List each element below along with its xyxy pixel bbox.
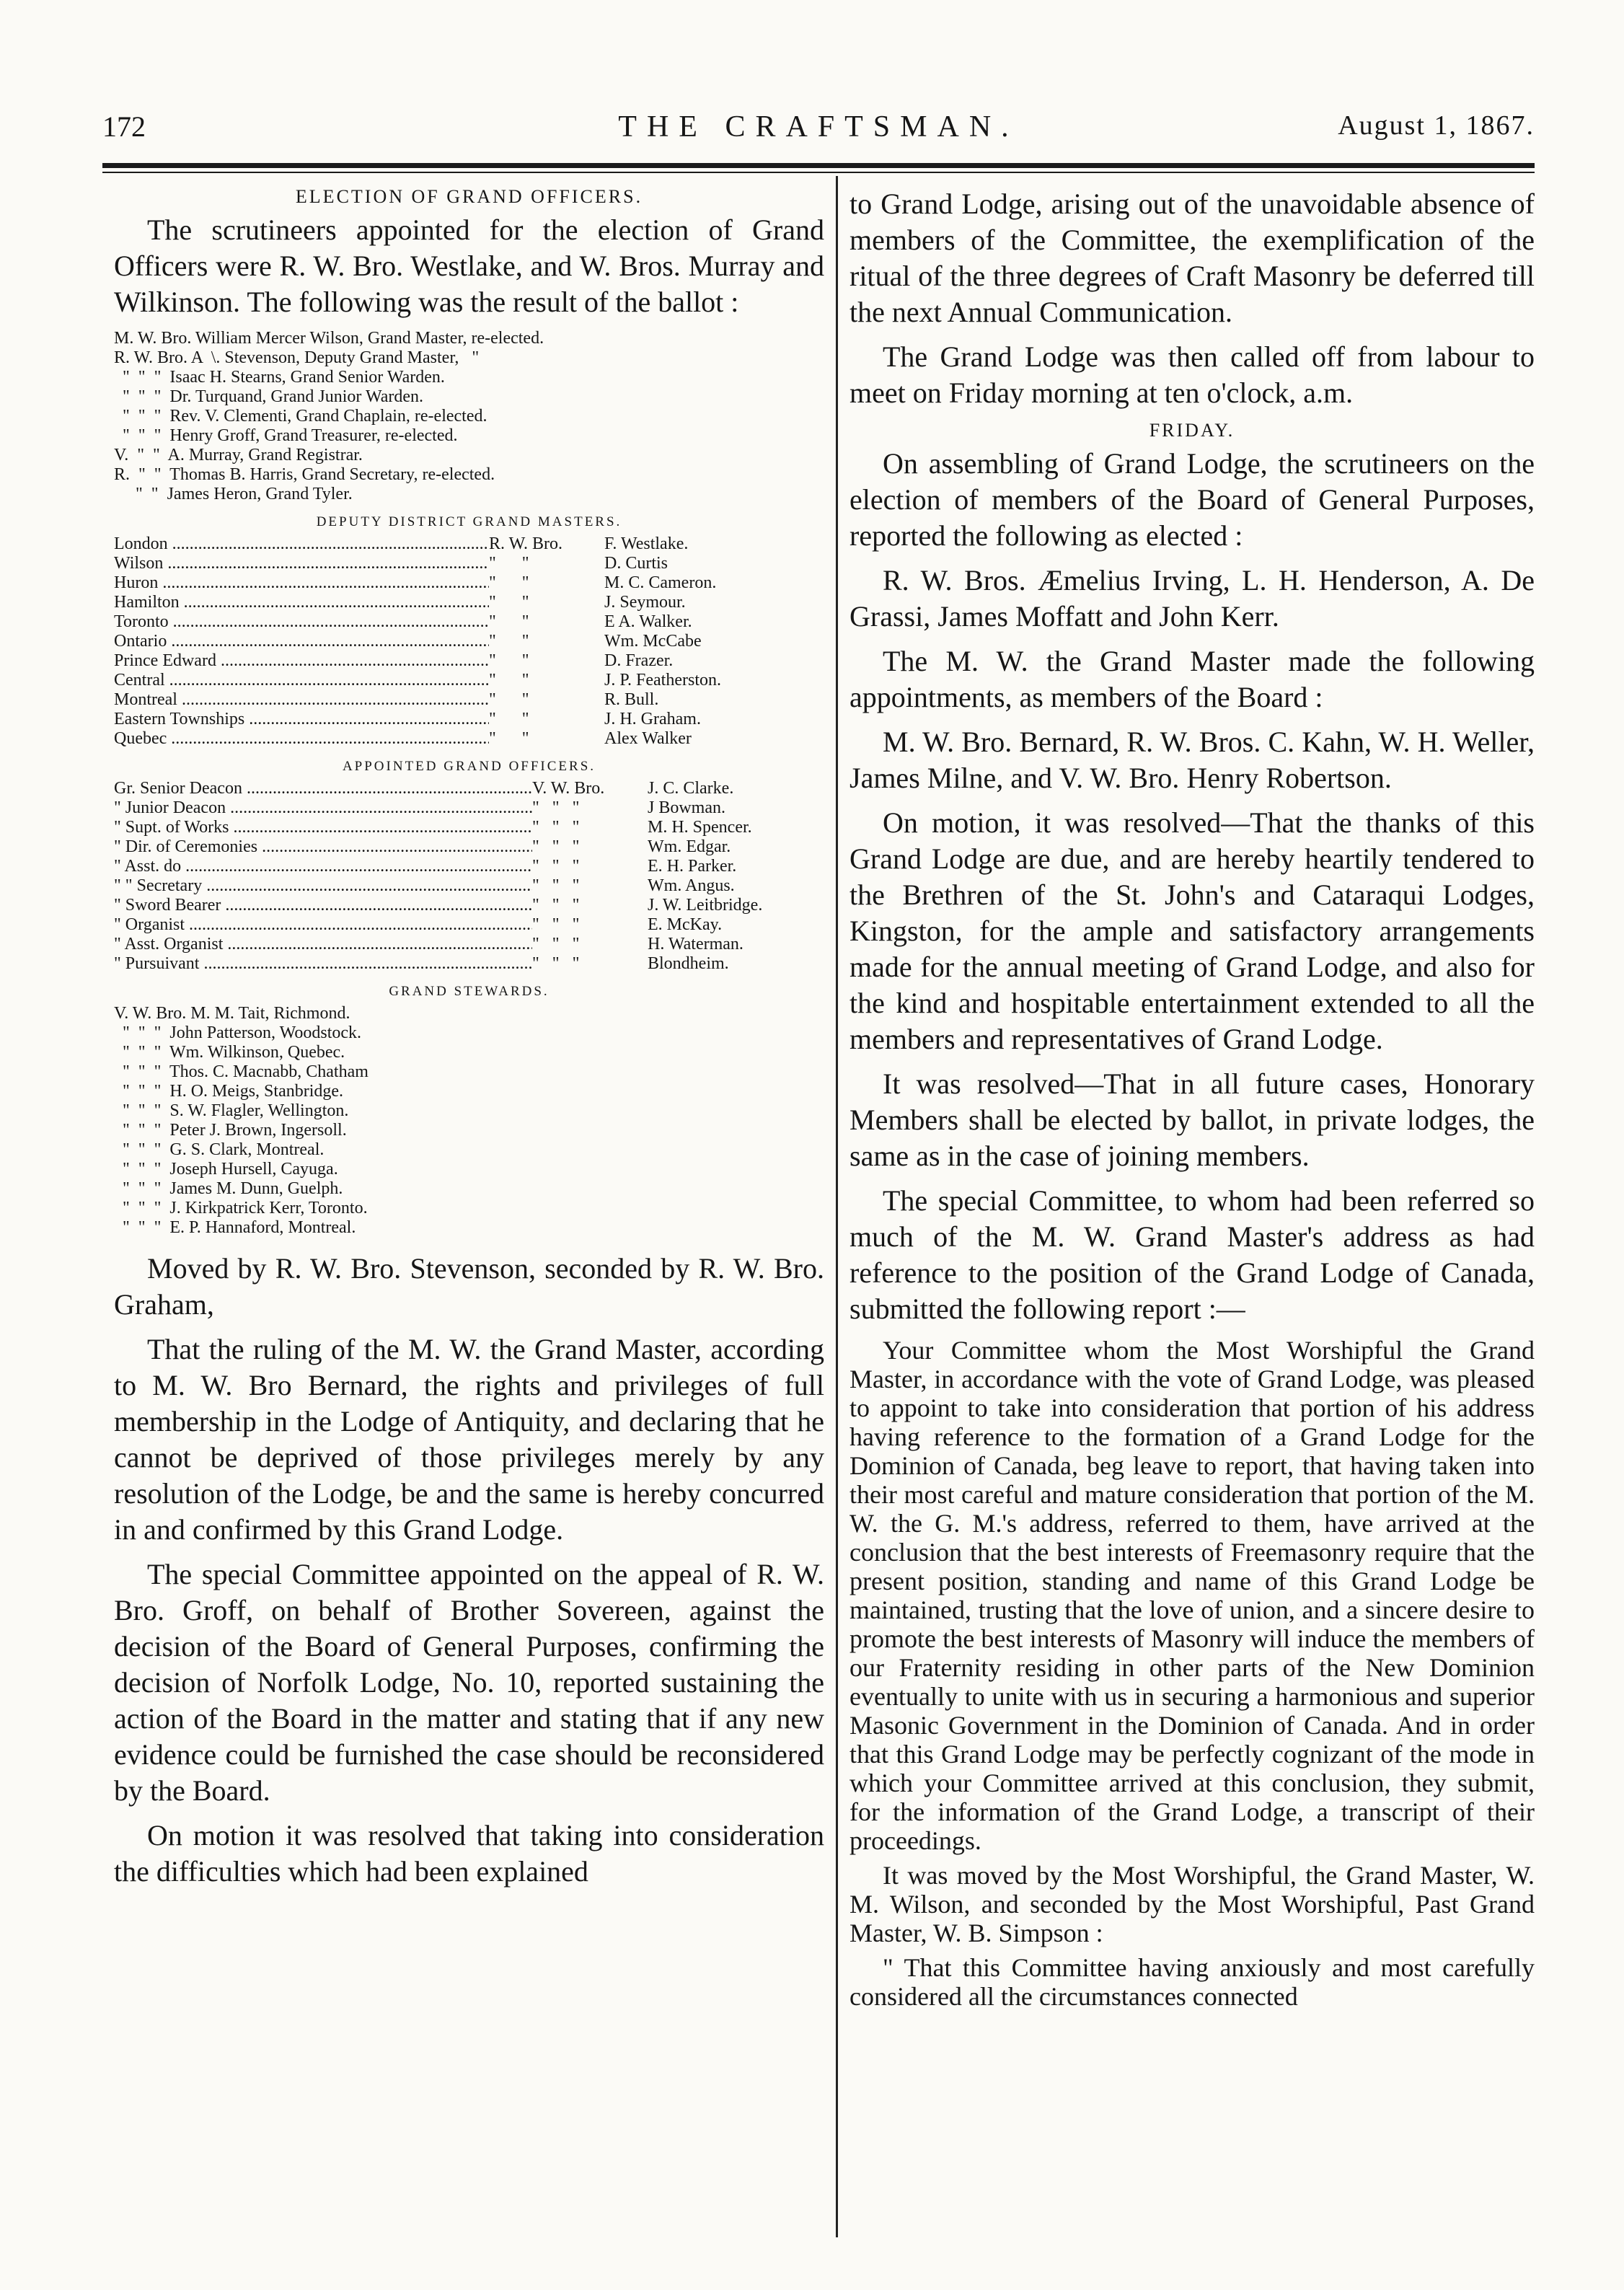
list-item: M. W. Bro. William Mercer Wilson, Grand Master, re-elected. xyxy=(114,329,544,348)
publication-title: THE CRAFTSMAN. xyxy=(618,110,1019,144)
list-item: " " " S. W. Flagler, Wellington. xyxy=(114,1101,349,1120)
body-paragraph: The special Committee, to whom had been referred so much of the M. W. Grand Master's address as had reference to the position of the Grand Lodge of Canada, submitted the following report :— xyxy=(849,1184,1535,1325)
list-item: " " " Joseph Hursell, Cayuga. xyxy=(114,1160,338,1179)
ddgm-heading: DEPUTY DISTRICT GRAND MASTERS. xyxy=(316,514,622,529)
list-item: " " " J. Kirkpatrick Kerr, Toronto. xyxy=(114,1199,368,1217)
committee-report: Your Committee whom the Most Worshipful the Grand Master, in accordance with the vote of Grand Lodge, was pleased to appoint to take into consideration that portion of his address having reference to the formation of a Grand Lodge for the Dominion of Canada, beg leave to report, that having taken into their most careful and mature consideration that portion of the M. W. the G. M.'s address, referred to them, have arrived at the conclusion that the best interests of Freemasonry require that the present position, standing and name of this Grand Lodge be maintained, trusting that the love of union, and a sincere desire to promote the best interests of Masonry will induce the members of our Fraternity residing in other parts of the New Dominion eventually to unite with us in securing a harmonious and superior Masonic Government in the Dominion of Canada. And in order that this Grand Lodge may be perfectly cognizant of the mode in which your Committee arrived at this conclusion, they submit, for the information of the Grand Lodge, a transcript of their proceedings. xyxy=(849,1336,1535,1855)
list-item: Huron ..... " " M. C. Cameron. xyxy=(114,573,824,593)
appointed-list xyxy=(114,779,824,974)
stewards-list xyxy=(114,1004,824,1238)
list-item: " " " E. P. Hannaford, Montreal. xyxy=(114,1218,356,1237)
list-item: " Junior Deacon ..... " " " J Bowman. xyxy=(114,798,824,818)
list-item: " " " John Patterson, Woodstock. xyxy=(114,1023,362,1042)
list-item: " " " G. S. Clark, Montreal. xyxy=(114,1140,325,1159)
list-item: " " Secretary ..... " " " Wm. Angus. xyxy=(114,876,824,896)
body-paragraph: " That this Committee having anxiously and most carefully considered all the circumstances connected xyxy=(849,1953,1535,2011)
list-item: London ..... R. W. Bro. F. Westlake. xyxy=(114,534,824,554)
list-item: " " " Peter J. Brown, Ingersoll. xyxy=(114,1121,347,1140)
appointed-heading: APPOINTED GRAND OFFICERS. xyxy=(342,759,596,774)
list-item: " " " Wm. Wilkinson, Quebec. xyxy=(114,1043,345,1062)
list-item: Montreal ..... " " R. Bull. xyxy=(114,690,824,710)
body-paragraph: On motion it was resolved that taking into consideration the difficulties which had been explained xyxy=(114,1819,824,1888)
list-item: Ontario ..... " " Wm. McCabe xyxy=(114,632,824,651)
list-item: R. W. Bro. A \. Stevenson, Deputy Grand Master, " xyxy=(114,348,480,367)
issue-date: August 1, 1867. xyxy=(1338,110,1535,141)
list-item: R. " " Thomas B. Harris, Grand Secretary, re-elected. xyxy=(114,465,495,484)
list-item: Prince Edward ..... " " D. Frazer. xyxy=(114,651,824,671)
page-number: 172 xyxy=(102,110,146,143)
list-item: Wilson ..... " " D. Curtis xyxy=(114,554,824,573)
list-item: " Pursuivant ..... " " " Blondheim. xyxy=(114,954,824,974)
list-item: " Asst. Organist ..... " " " H. Waterman. xyxy=(114,935,824,954)
list-item: Central ..... " " J. P. Featherston. xyxy=(114,671,824,690)
body-paragraph: The Grand Lodge was then called off from labour to meet on Friday morning at ten o'clock, a.m. xyxy=(849,340,1535,409)
list-item: " " " Rev. V. Clementi, Grand Chaplain, re-elected. xyxy=(114,407,487,426)
list-item: " Organist ..... " " " E. McKay. xyxy=(114,915,824,935)
left-column xyxy=(114,186,824,1898)
body-paragraph: to Grand Lodge, arising out of the unavoidable absence of members of the Committee, the exemplification of the ritual of the three degrees of Craft Masonry be deferred till the next Annual Communication. xyxy=(849,188,1535,328)
friday-heading: FRIDAY. xyxy=(1149,420,1235,441)
right-column xyxy=(849,186,1535,2017)
list-item: " Dir. of Ceremonies ..... " " " Wm. Edgar. xyxy=(114,837,824,857)
grand-officers-list xyxy=(114,329,824,504)
header-rule-thick xyxy=(102,163,1535,168)
list-item: Hamilton ..... " " J. Seymour. xyxy=(114,593,824,612)
list-item: V. W. Bro. M. M. Tait, Richmond. xyxy=(114,1004,350,1023)
list-item: " " " Henry Groff, Grand Treasurer, re-elected. xyxy=(114,426,458,445)
election-heading: ELECTION OF GRAND OFFICERS. xyxy=(295,186,643,207)
list-item: " " " Dr. Turquand, Grand Junior Warden. xyxy=(114,387,423,406)
list-item: " Sword Bearer ..... " " " J. W. Leitbridge. xyxy=(114,896,824,915)
list-item: " Asst. do ..... " " " E. H. Parker. xyxy=(114,857,824,876)
body-paragraph: The M. W. the Grand Master made the following appointments, as members of the Board : xyxy=(849,645,1535,713)
ddgm-list xyxy=(114,534,824,749)
header-rule-thin xyxy=(102,172,1535,173)
body-paragraph: On motion, it was resolved—That the thanks of this Grand Lodge are due, and are hereby heartily tendered to the Brethren of the St. John's and Cataraqui Lodges, Kingston, for the ample and satisfactory arrangements made for the annual meeting of Grand Lodge, and also for the kind and hospitable entertainment extended to all the members and representatives of Grand Lodge. xyxy=(849,806,1535,1055)
body-paragraph: Moved by R. W. Bro. Stevenson, seconded by R. W. Bro. Graham, xyxy=(114,1252,824,1321)
body-paragraph: On assembling of Grand Lodge, the scrutineers on the election of members of the Board of General Purposes, reported the following as elected : xyxy=(849,447,1535,552)
election-intro: The scrutineers appointed for the election of Grand Officers were R. W. Bro. Westlake, and W. Bros. Murray and Wilkinson. The following was the result of the ballot : xyxy=(114,213,824,318)
list-item: Gr. Senior Deacon ..... V. W. Bro. J. C. Clarke. xyxy=(114,779,824,798)
list-item: " " " Isaac H. Stearns, Grand Senior Warden. xyxy=(114,368,445,387)
stewards-heading: GRAND STEWARDS. xyxy=(389,984,550,999)
column-separator xyxy=(836,176,838,2237)
page-header xyxy=(102,110,1535,153)
body-paragraph: M. W. Bro. Bernard, R. W. Bros. C. Kahn, W. H. Weller, James Milne, and V. W. Bro. Henry Robertson. xyxy=(849,726,1535,794)
body-paragraph: The special Committee appointed on the appeal of R. W. Bro. Groff, on behalf of Brother Sovereen, against the decision of the Board of General Purposes, confirming the decision of Norfolk Lodge, No. 10, reported sustaining the action of the Board in the matter and stating that if any new evidence could be furnished the case should be reconsidered by the Board. xyxy=(114,1558,824,1807)
body-paragraph: It was resolved—That in all future cases, Honorary Members shall be elected by ballot, in private lodges, the same as in the case of joining members. xyxy=(849,1067,1535,1172)
body-paragraph: R. W. Bros. Æmelius Irving, L. H. Henderson, A. De Grassi, James Moffatt and John Kerr. xyxy=(849,564,1535,633)
list-item: Quebec ..... " " Alex Walker xyxy=(114,729,824,749)
list-item: " " James Heron, Grand Tyler. xyxy=(114,485,353,503)
body-paragraph: It was moved by the Most Worshipful, the Grand Master, W. M. Wilson, and seconded by the Most Worshipful, Past Grand Master, W. B. Simpson : xyxy=(849,1861,1535,1947)
list-item: Eastern Townships ..... " " J. H. Graham. xyxy=(114,710,824,729)
list-item: " " " James M. Dunn, Guelph. xyxy=(114,1179,343,1198)
list-item: Toronto ..... " " E A. Walker. xyxy=(114,612,824,632)
list-item: " " " Thos. C. Macnabb, Chatham xyxy=(114,1062,369,1081)
list-item: " " " H. O. Meigs, Stanbridge. xyxy=(114,1082,344,1101)
body-paragraph: That the ruling of the M. W. the Grand Master, according to M. W. Bro Bernard, the rights and privileges of full membership in the Lodge of Antiquity, and declaring that he cannot be deprived of those privileges merely by any resolution of the Lodge, be and the same is hereby concurred in and confirmed by this Grand Lodge. xyxy=(114,1333,824,1546)
list-item: V. " " A. Murray, Grand Registrar. xyxy=(114,446,363,464)
list-item: " Supt. of Works ..... " " " M. H. Spencer. xyxy=(114,818,824,837)
